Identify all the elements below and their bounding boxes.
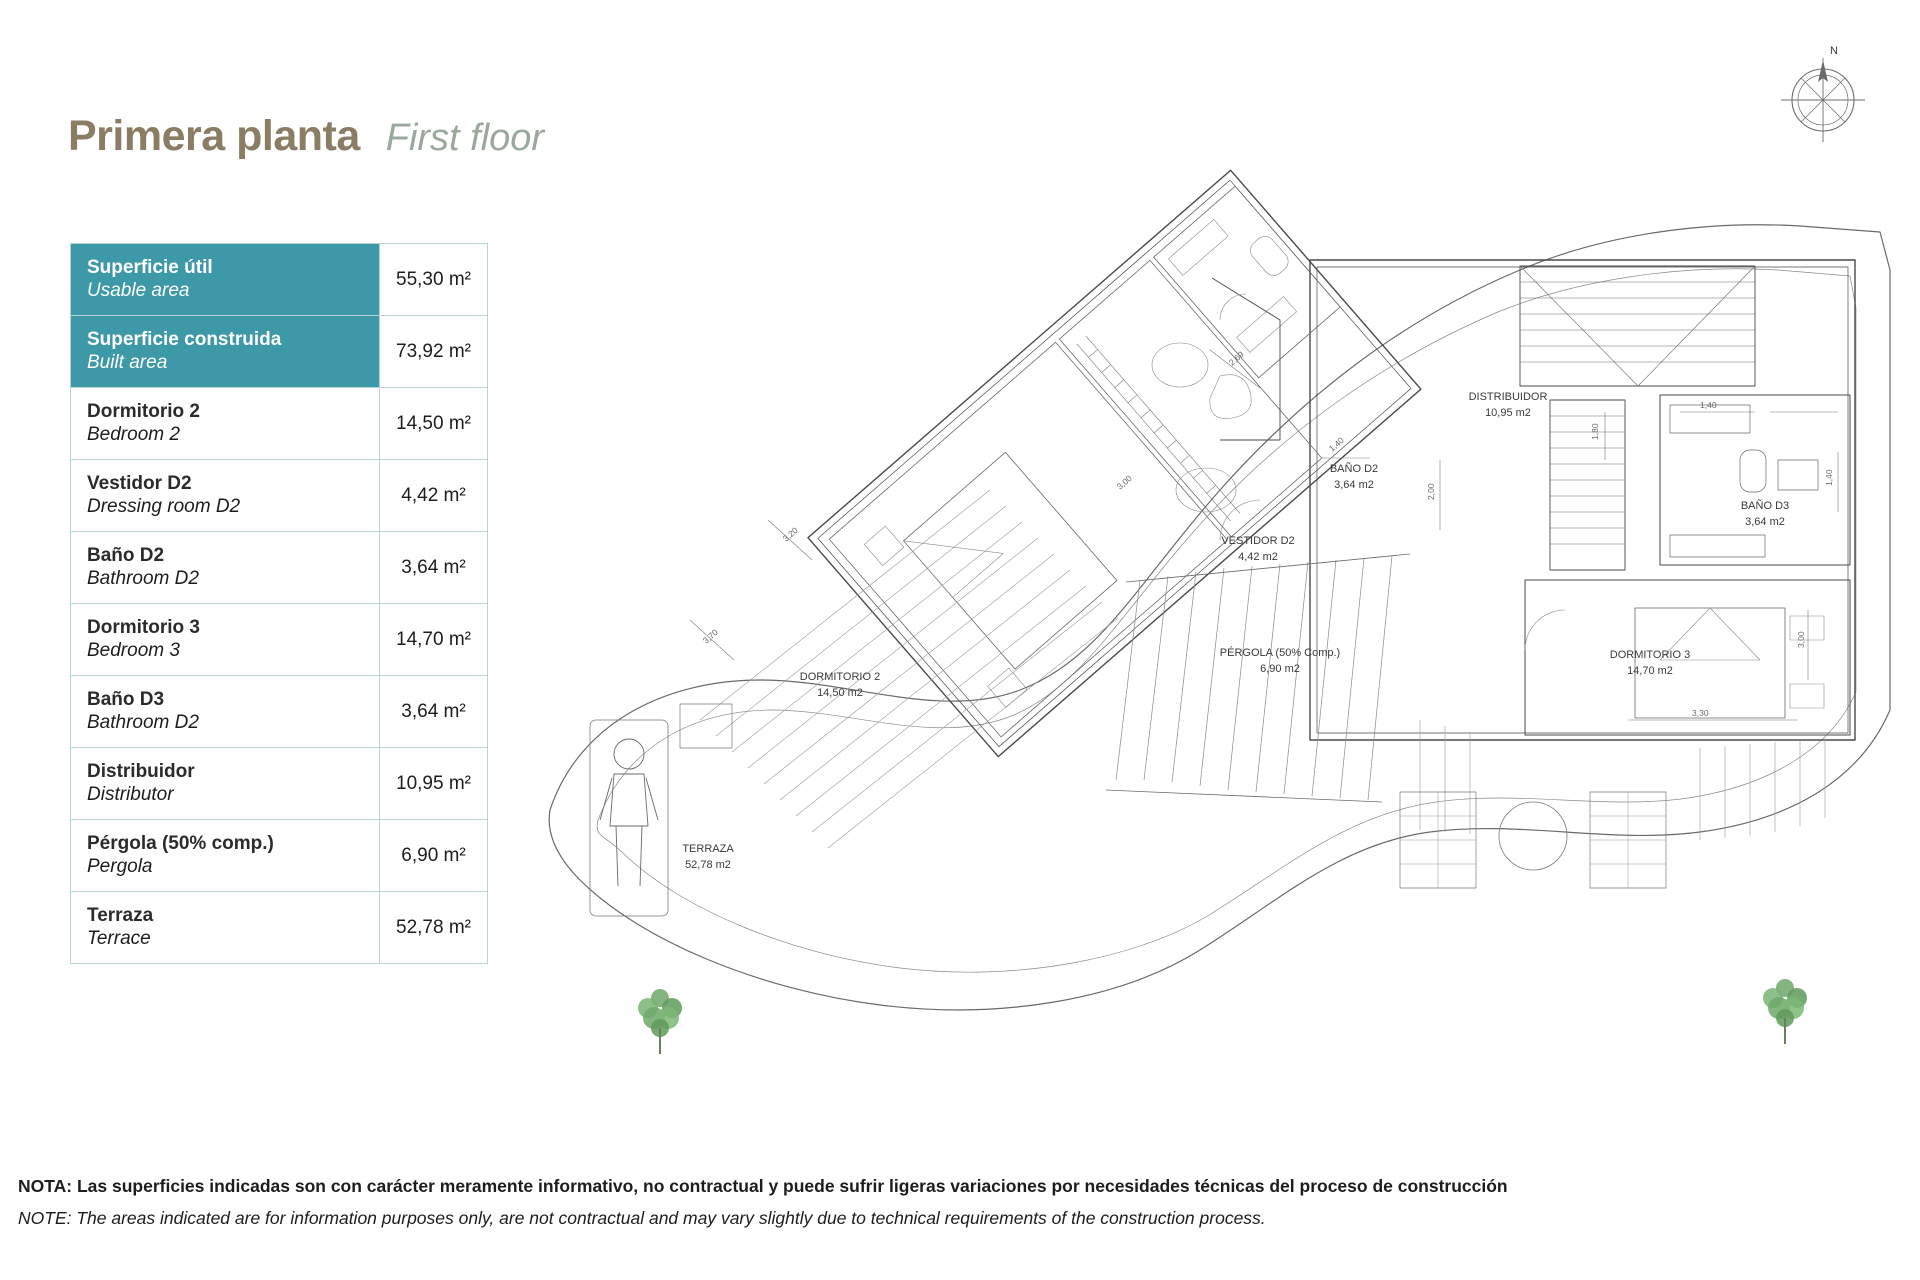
plan-dimension: 1,40 — [1326, 435, 1346, 454]
note-text-es: NOTA: Las superficies indicadas son con carácter meramente informativo, no contractual y puede sufrir ligeras variaciones por necesidades técnicas del proceso de construcción — [18, 1176, 1508, 1196]
area-label-en: Bedroom 2 — [87, 423, 180, 445]
area-label-es: Dormitorio 2 — [87, 401, 200, 423]
table-row — [71, 532, 488, 604]
table-row — [71, 388, 488, 460]
area-label-cell — [71, 676, 380, 748]
plan-dimension: 3,00 — [1796, 631, 1806, 648]
area-label-en: Bathroom D2 — [87, 567, 199, 589]
table-row — [71, 460, 488, 532]
plan-dimension: 1,40 — [1700, 400, 1717, 410]
area-label-cell — [71, 244, 380, 316]
area-value: 73,92 m² — [380, 316, 488, 388]
plan-label-bano-d2: BAÑO D2 — [1329, 463, 1379, 475]
area-label-es: Baño D2 — [87, 545, 165, 567]
area-label-cell — [71, 892, 380, 964]
table-row — [71, 748, 488, 820]
plan-area-vestidor-d2: 4,42 m2 — [1238, 551, 1278, 563]
area-label-es: Distribuidor — [87, 761, 195, 783]
area-label-es: Dormitorio 3 — [87, 617, 200, 639]
area-value: 3,64 m² — [380, 532, 488, 604]
area-label-en: Terrace — [87, 927, 151, 949]
area-label-es: Baño D3 — [87, 689, 165, 711]
area-label-cell — [71, 532, 380, 604]
area-value: 10,95 m² — [380, 748, 488, 820]
plan-area-pergola: 6,90 m2 — [1260, 663, 1300, 675]
plan-area-dormitorio-2: 14,50 m2 — [817, 687, 863, 699]
plan-label-dormitorio-3: DORMITORIO 3 — [1609, 649, 1691, 661]
plan-label-dormitorio-2: DORMITORIO 2 — [799, 671, 881, 683]
plan-label-vestidor-d2: VESTIDOR D2 — [1221, 535, 1295, 547]
area-value: 6,90 m² — [380, 820, 488, 892]
area-label-es: Superficie construida — [87, 329, 282, 351]
area-value: 3,64 m² — [380, 676, 488, 748]
plan-label-distribuidor: DISTRIBUIDOR — [1468, 391, 1548, 403]
area-value: 14,50 m² — [380, 388, 488, 460]
table-row — [71, 244, 488, 316]
area-label-en: Bedroom 3 — [87, 639, 180, 661]
area-label-cell — [71, 460, 380, 532]
plan-label-terraza: TERRAZA — [682, 843, 734, 855]
area-label-cell — [71, 604, 380, 676]
plan-area-bano-d3: 3,64 m2 — [1745, 516, 1785, 528]
area-value: 52,78 m² — [380, 892, 488, 964]
table-row — [71, 676, 488, 748]
area-label-en: Built area — [87, 351, 168, 373]
table-row — [71, 820, 488, 892]
plan-label-bano-d3: BAÑO D3 — [1740, 500, 1790, 512]
area-value: 4,42 m² — [380, 460, 488, 532]
area-label-es: Terraza — [87, 905, 154, 927]
area-label-en: Usable area — [87, 279, 190, 301]
tree-icon — [638, 989, 682, 1054]
area-label-cell — [71, 316, 380, 388]
plan-dimension: 2,00 — [1426, 483, 1436, 500]
area-label-cell — [71, 820, 380, 892]
plan-dimension: 3,00 — [1114, 473, 1134, 492]
plan-dimension: 1,40 — [1824, 469, 1834, 486]
area-label-cell — [71, 388, 380, 460]
plan-label-pergola: PÉRGOLA (50% Comp.) — [1219, 647, 1341, 659]
plan-area-terraza: 52,78 m2 — [685, 859, 731, 871]
table-row — [71, 604, 488, 676]
area-value: 14,70 m² — [380, 604, 488, 676]
note-text-en: NOTE: The areas indicated are for information purposes only, are not contractual and may vary slightly due to technical requirements of the construction process. — [18, 1208, 1266, 1228]
plan-dimension: 3,70 — [700, 627, 720, 646]
area-label-en: Pergola — [87, 855, 153, 877]
area-label-es: Pérgola (50% comp.) — [87, 833, 274, 855]
area-label-cell — [71, 748, 380, 820]
area-label-es: Superficie útil — [87, 257, 213, 279]
plan-dimension: 3,30 — [1692, 708, 1709, 718]
plan-dimension: 2,69 — [1226, 349, 1246, 368]
floor-plan-drawing — [520, 20, 1920, 1150]
disclaimer-note — [18, 1176, 1898, 1229]
table-row — [71, 892, 488, 964]
area-label-en: Distributor — [87, 783, 174, 805]
plan-dimension: 3,20 — [780, 525, 800, 544]
plan-area-bano-d2: 3,64 m2 — [1334, 479, 1374, 491]
page-title — [68, 112, 544, 161]
plan-dimension: 1,80 — [1590, 423, 1600, 440]
area-label-es: Vestidor D2 — [87, 473, 192, 495]
plan-area-dormitorio-3: 14,70 m2 — [1627, 665, 1673, 677]
area-label-en: Bathroom D2 — [87, 711, 199, 733]
areas-table — [70, 243, 488, 964]
page-title-es: Primera planta — [68, 112, 360, 160]
tree-icon — [1763, 979, 1807, 1044]
compass-north-label: N — [1830, 45, 1838, 57]
plan-area-distribuidor: 10,95 m2 — [1485, 407, 1531, 419]
area-value: 55,30 m² — [380, 244, 488, 316]
area-label-en: Dressing room D2 — [87, 495, 241, 517]
table-row — [71, 316, 488, 388]
page-title-en: First floor — [385, 117, 545, 159]
